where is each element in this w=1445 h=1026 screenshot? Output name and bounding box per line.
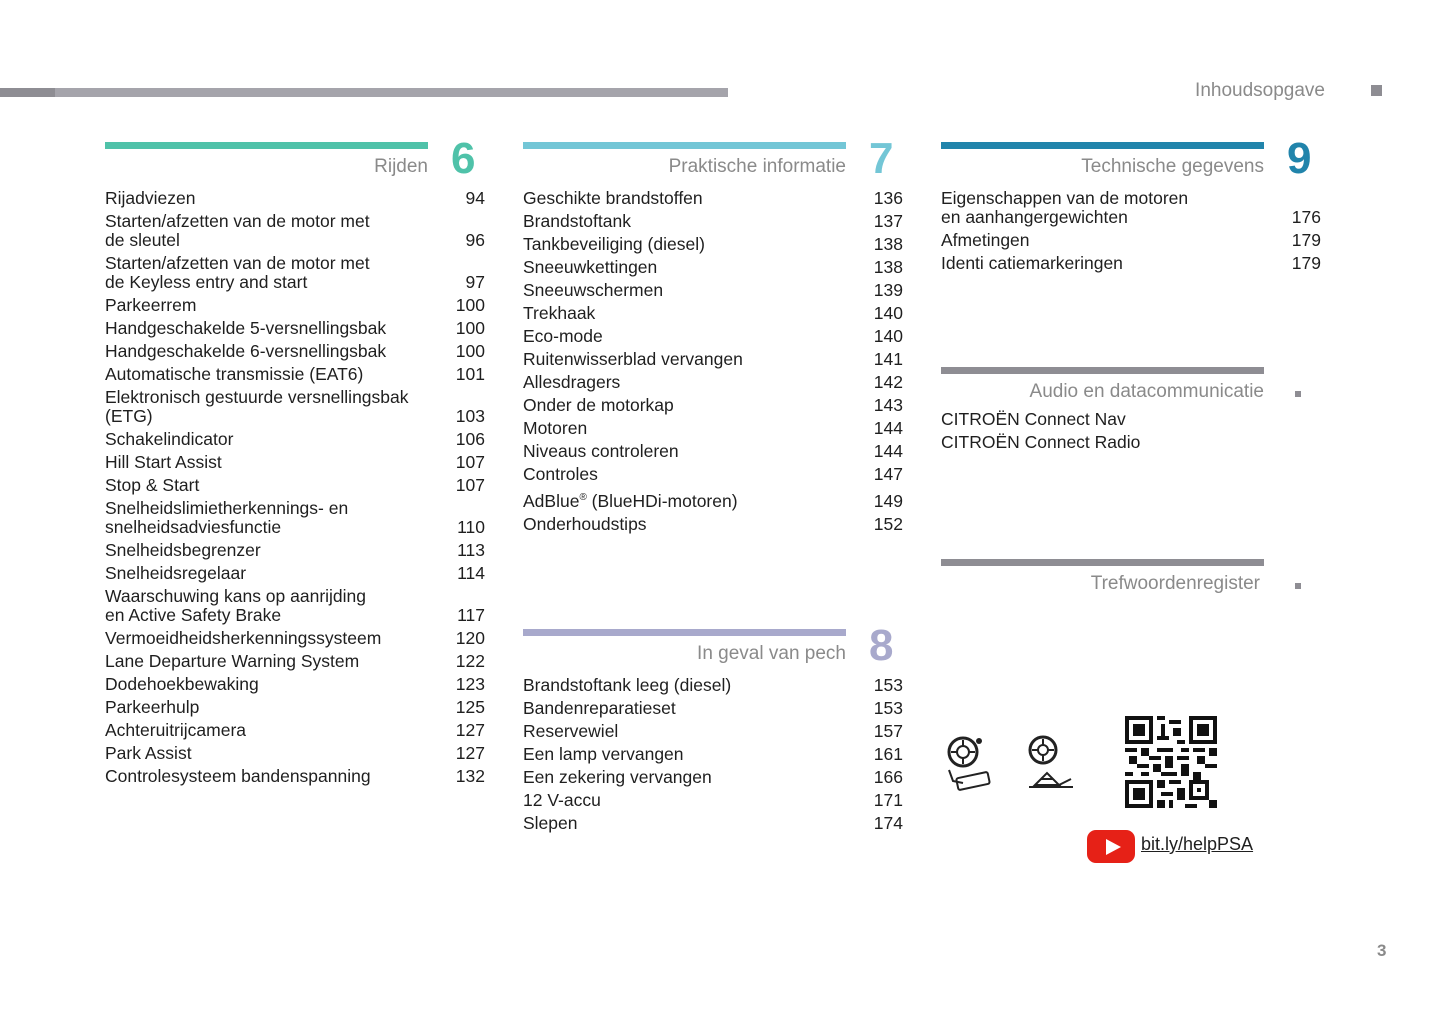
toc-item-label: Achteruitrijcamera — [105, 720, 247, 740]
toc-item-label: Bandenreparatieset — [523, 698, 676, 718]
toc-item[interactable] — [941, 231, 1321, 250]
section-bar — [941, 142, 1264, 149]
section-number: 6 — [451, 134, 476, 183]
toc-item-page: 96 — [465, 230, 485, 250]
page-header-title: Inhoudsopgave — [1195, 80, 1325, 101]
toc-item-page: 149 — [873, 490, 903, 511]
toc-item[interactable] — [105, 744, 485, 763]
toc-item-label: Starten/afzetten van de motor met de sleutel — [105, 211, 370, 250]
section-square-icon — [1295, 583, 1301, 589]
toc-item[interactable] — [523, 676, 903, 695]
toc-item-label: Een zekering vervangen — [523, 767, 712, 787]
section-bar — [941, 559, 1264, 566]
toc-item-label: Handgeschakelde 5-versnellingsbak — [105, 318, 387, 338]
toc-item-label: Snelheidslimietherkennings- en snelheidsadviesfunctie — [105, 498, 349, 537]
header-square-icon — [1371, 85, 1382, 96]
toc-item[interactable] — [105, 721, 485, 740]
toc-item-label: 12 V-accu — [523, 790, 601, 810]
toc-item-page: 125 — [455, 697, 485, 717]
toc-item-page: 138 — [873, 257, 903, 277]
toc-item-page: 152 — [873, 513, 903, 534]
toc-item[interactable] — [523, 189, 903, 208]
toc-item-page: 161 — [873, 744, 903, 764]
toc-item-page: 179 — [1291, 253, 1321, 273]
toc-item[interactable] — [105, 564, 485, 583]
toc-item-label: Schakelindicator — [105, 429, 234, 449]
toc-item-page: 107 — [455, 452, 485, 472]
toc-item[interactable] — [523, 814, 903, 833]
toc-item-label: Parkeerhulp — [105, 697, 200, 717]
toc-item-label: Identi catiemarkeringen — [941, 253, 1123, 273]
toc-item-label: Trekhaak — [523, 303, 596, 323]
toc-item-page: 110 — [457, 517, 485, 537]
section-bar — [105, 142, 428, 149]
toc-item[interactable] — [523, 768, 903, 787]
toc-item-page: 132 — [455, 766, 485, 786]
toc-item-label: Hill Start Assist — [105, 452, 222, 472]
tyre-repair-kit-icon — [943, 735, 995, 793]
toc-item-page: 144 — [873, 441, 903, 461]
toc-item-page: 153 — [873, 698, 903, 718]
toc-item-label: Niveaus controleren — [523, 441, 679, 461]
toc-item-label: Onder de motorkap — [523, 395, 674, 415]
toc-item-label: Eigenschappen van de motoren en aanhangergewichten — [941, 188, 1189, 227]
toc-item-page: 137 — [873, 211, 903, 231]
toc-item-page: 144 — [873, 418, 903, 438]
toc-item-label: Brandstoftank leeg (diesel) — [523, 675, 732, 695]
toc-item-page: 127 — [455, 720, 485, 740]
play-triangle — [1106, 839, 1121, 855]
toc-item[interactable] — [105, 698, 485, 717]
toc-list — [523, 676, 903, 837]
toc-item[interactable] — [523, 304, 903, 323]
toc-item[interactable] — [105, 767, 485, 786]
toc-item[interactable] — [105, 388, 485, 426]
toc-item-label: Stop & Start — [105, 475, 200, 495]
toc-item[interactable] — [105, 342, 485, 361]
toc-item-label: Controlesysteem bandenspanning — [105, 766, 371, 786]
toc-item-label: Brandstoftank — [523, 211, 631, 231]
toc-item-label: Dodehoekbewaking — [105, 674, 259, 694]
toc-item[interactable] — [523, 235, 903, 254]
page-number: 3 — [1377, 941, 1387, 960]
toc-item-page: 166 — [873, 767, 903, 787]
section-bar — [523, 142, 846, 149]
toc-item-label: Een lamp vervangen — [523, 744, 684, 764]
toc-item-page: 103 — [455, 406, 485, 426]
toc-item-label: Lane Departure Warning System — [105, 651, 360, 671]
toc-item[interactable] — [523, 350, 903, 369]
toc-item[interactable] — [523, 745, 903, 764]
toc-item-page: 100 — [455, 318, 485, 338]
toc-item[interactable] — [523, 722, 903, 741]
toc-item[interactable] — [523, 396, 903, 415]
toc-item-page: 100 — [455, 295, 485, 315]
toc-item[interactable] — [523, 373, 903, 392]
toc-item[interactable] — [105, 476, 485, 495]
spare-wheel-jack-icon — [1025, 735, 1077, 793]
toc-item-label: Starten/afzetten van de motor met de Keyless entry and start — [105, 253, 370, 292]
toc-item-page: 153 — [873, 675, 903, 695]
toc-item[interactable] — [523, 488, 903, 511]
toc-item-page: 147 — [873, 464, 903, 484]
toc-list — [941, 189, 1321, 277]
toc-item[interactable] — [105, 430, 485, 449]
toc-item-label: Rijadviezen — [105, 188, 196, 208]
section-number: 9 — [1287, 134, 1312, 183]
toc-item[interactable] — [105, 541, 485, 560]
toc-item-page: 107 — [455, 475, 485, 495]
help-video-link[interactable]: bit.ly/helpPSA — [1141, 834, 1254, 854]
section-title[interactable]: In geval van pech — [697, 643, 846, 664]
toc-item-label: Controles — [523, 464, 598, 484]
toc-item-label: Elektronisch gestuurde versnellingsbak (ETG) — [105, 387, 409, 426]
section-title[interactable]: Praktische informatie — [668, 156, 846, 177]
toc-item-label: Sneeuwkettingen — [523, 257, 658, 277]
toc-item-label: Handgeschakelde 6-versnellingsbak — [105, 341, 387, 361]
toc-item[interactable] — [523, 258, 903, 277]
toc-item-label: Snelheidsregelaar — [105, 563, 247, 583]
toc-item-label: Snelheidsbegrenzer — [105, 540, 261, 560]
toc-item[interactable] — [523, 327, 903, 346]
audio-list — [941, 408, 1140, 453]
section-title[interactable]: Audio en datacommunicatie — [1029, 381, 1264, 402]
toc-item[interactable] — [105, 629, 485, 648]
toc-item[interactable] — [105, 675, 485, 694]
top-rule — [0, 88, 728, 97]
toc-item[interactable] — [105, 212, 485, 250]
toc-item-label: Eco-mode — [523, 326, 603, 346]
toc-item-page: 179 — [1291, 230, 1321, 250]
toc-item-label: Afmetingen — [941, 230, 1030, 250]
registered-mark: ® — [579, 492, 587, 503]
toc-item[interactable] — [105, 319, 485, 338]
toc-item-page: 171 — [873, 790, 903, 810]
section-bar — [523, 629, 846, 636]
toc-item-page: 122 — [455, 651, 485, 671]
youtube-play-icon[interactable] — [1087, 830, 1135, 863]
toc-item-label: Geschikte brandstoffen — [523, 188, 703, 208]
toc-item[interactable] — [523, 281, 903, 300]
toc-item[interactable] — [523, 465, 903, 484]
toc-item-page: 140 — [873, 326, 903, 346]
toc-item-page: 139 — [873, 280, 903, 300]
toc-item-page: 106 — [455, 429, 485, 449]
toc-item-page: 94 — [465, 188, 485, 208]
section-bar — [941, 367, 1264, 374]
section-number: 8 — [869, 621, 894, 670]
toc-item-page: 138 — [873, 234, 903, 254]
toc-list — [523, 189, 903, 538]
toc-item[interactable] — [105, 587, 485, 625]
toc-item-page: 97 — [465, 272, 485, 292]
toc-item-page: 123 — [455, 674, 485, 694]
toc-item-label: Park Assist — [105, 743, 192, 763]
toc-item[interactable] — [523, 515, 903, 534]
toc-item-label: Sneeuwschermen — [523, 280, 664, 300]
toc-item[interactable] — [523, 442, 903, 461]
toc-item[interactable] — [105, 499, 485, 537]
toc-item-label: Motoren — [523, 418, 588, 438]
toc-list — [105, 189, 485, 790]
toc-item[interactable] — [105, 189, 485, 208]
toc-item[interactable] — [941, 254, 1321, 273]
toc-item-page: 143 — [873, 395, 903, 415]
toc-item-label: Reservewiel — [523, 721, 619, 741]
section-title[interactable]: Technische gegevens — [1081, 156, 1264, 177]
toc-item-label: Slepen — [523, 813, 578, 833]
toc-item-label: Parkeerrem — [105, 295, 197, 315]
audio-item[interactable]: CITROËN Connect Nav — [941, 409, 1126, 429]
toc-item-page: 100 — [455, 341, 485, 361]
toc-item-page: 117 — [457, 605, 485, 625]
toc-item[interactable] — [105, 365, 485, 384]
section-title[interactable]: Trefwoordenregister — [1090, 573, 1260, 594]
section-title[interactable]: Rijden — [374, 156, 428, 177]
toc-item-page: 136 — [873, 188, 903, 208]
toc-item-page: 157 — [873, 721, 903, 741]
toc-item-label: Allesdragers — [523, 372, 621, 392]
toc-item-page: 127 — [455, 743, 485, 763]
toc-item-label: Ruitenwisserblad vervangen — [523, 349, 743, 369]
toc-item[interactable] — [523, 699, 903, 718]
toc-item-page: 114 — [457, 563, 485, 583]
toc-item-page: 142 — [873, 372, 903, 392]
toc-item-label-text: AdBlue — [523, 490, 580, 511]
toc-item-page: 141 — [873, 349, 903, 369]
toc-item-label: Automatische transmissie (EAT6) — [105, 364, 364, 384]
toc-item-page: 120 — [455, 628, 485, 648]
toc-item[interactable] — [105, 254, 485, 292]
toc-item[interactable] — [105, 652, 485, 671]
toc-item[interactable] — [105, 453, 485, 472]
toc-item-label — [523, 488, 843, 511]
toc-item-label: Vermoeidheidsherkenningssysteem — [105, 628, 382, 648]
toc-item-page: 101 — [455, 364, 485, 384]
toc-item-page: 174 — [873, 813, 903, 833]
toc-item-page: 140 — [873, 303, 903, 323]
audio-item[interactable]: CITROËN Connect Radio — [941, 431, 1141, 452]
toc-item-label: Onderhoudstips — [523, 513, 647, 534]
top-rule-accent — [0, 88, 55, 97]
toc-item[interactable] — [523, 791, 903, 810]
toc-item-label: Tankbeveiliging (diesel) — [523, 234, 705, 254]
toc-item-page: 176 — [1291, 207, 1321, 227]
toc-item-label: Waarschuwing kans op aanrijding en Active Safety Brake — [105, 586, 367, 625]
toc-item-label-suffix: (BlueHDi-motoren) — [586, 490, 738, 511]
toc-item-page: 113 — [457, 540, 485, 560]
qr-code-icon[interactable] — [1125, 716, 1217, 808]
toc-item[interactable] — [523, 212, 903, 231]
toc-item[interactable] — [105, 296, 485, 315]
toc-item[interactable] — [941, 189, 1321, 227]
toc-item[interactable] — [523, 419, 903, 438]
section-number: 7 — [869, 134, 894, 183]
section-square-icon — [1295, 391, 1301, 397]
